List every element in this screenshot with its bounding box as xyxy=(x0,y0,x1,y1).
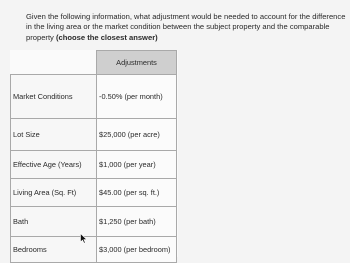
row-label-lot-size: Lot Size xyxy=(11,119,97,151)
table-row xyxy=(11,207,177,237)
adjustments-table xyxy=(10,50,177,263)
question-text xyxy=(26,12,348,43)
table-row xyxy=(11,119,177,151)
mouse-cursor-icon xyxy=(80,233,88,244)
table-row xyxy=(11,151,177,179)
row-label-effective-age: Effective Age (Years) xyxy=(11,151,97,179)
row-value-effective-age: $1,000 (per year) xyxy=(97,151,177,179)
row-label-bath: Bath xyxy=(11,207,97,237)
row-label-market-conditions: Market Conditions xyxy=(11,75,97,119)
table-row xyxy=(11,179,177,207)
row-value-lot-size: $25,000 (per acre) xyxy=(97,119,177,151)
row-label-bedrooms: Bedrooms xyxy=(11,237,97,263)
row-value-bedrooms: $3,000 (per bedroom) xyxy=(97,237,177,263)
table-header-row xyxy=(11,51,177,75)
row-label-living-area: Living Area (Sq. Ft) xyxy=(11,179,97,207)
adjustments-header: Adjustments xyxy=(97,51,177,75)
row-value-living-area: $45.00 (per sq. ft.) xyxy=(97,179,177,207)
table-row xyxy=(11,75,177,119)
row-value-bath: $1,250 (per bath) xyxy=(97,207,177,237)
row-value-market-conditions: -0.50% (per month) xyxy=(97,75,177,119)
question-body: Given the following information, what adjustment would be needed to account for the difference in the living area or the market condition between the subject property and the comparable property xyxy=(26,12,346,42)
table-header-blank xyxy=(11,51,97,75)
question-instruction: (choose the closest answer) xyxy=(55,32,158,42)
table-row xyxy=(11,237,177,263)
